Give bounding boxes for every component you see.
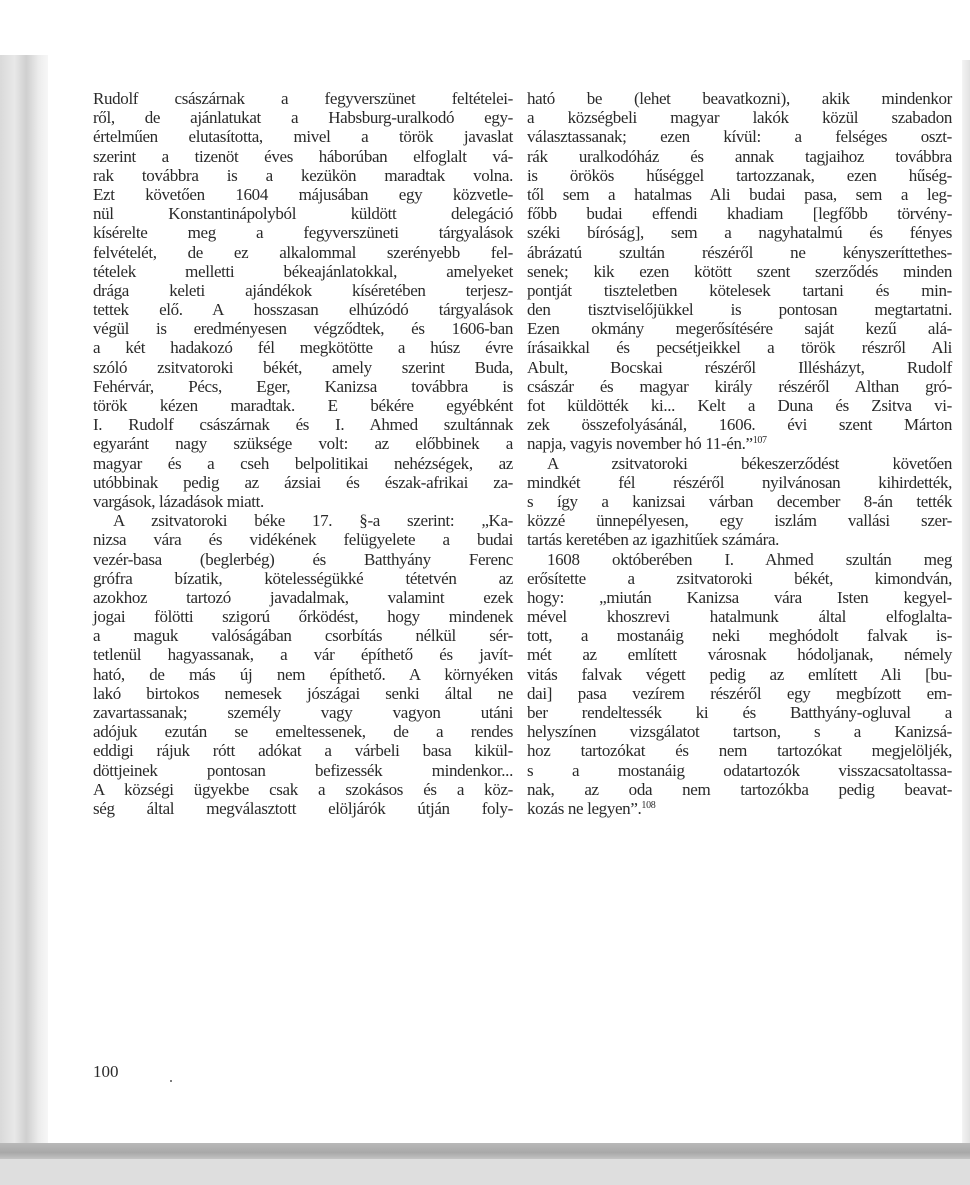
text-line: utóbbinak pedig az ázsiai és észak-afrikai za- xyxy=(93,472,513,492)
scan-speck xyxy=(170,1080,172,1082)
text-line: a községbeli magyar lakók közül szabadon xyxy=(527,108,952,128)
text-line: szóló zsitvatoroki békét, amely szerint Buda, xyxy=(93,357,513,377)
text-line: döttjeinek pontosan befizessék mindenkor... xyxy=(93,760,513,780)
text-line: erősítette a zsitvatoroki békét, kimondván, xyxy=(527,568,952,588)
paragraph-start-line: A zsitvatoroki béke 17. §-a szerint: „Ka- xyxy=(113,511,513,531)
text-line: Ezen okmány megerősítésére saját kezű alá- xyxy=(527,319,952,339)
text-line: eddigi rájuk rótt adókat a várbeli basa kikül- xyxy=(93,741,513,761)
paragraph-start-line: A zsitvatoroki békeszerződést követően xyxy=(547,453,952,473)
text-line: választassanak; ezen kívül: a felséges oszt- xyxy=(527,127,952,147)
text-line: a két hadakozó fél megkötötte a húsz évre xyxy=(93,338,513,358)
book-spine-shadow xyxy=(0,55,48,1143)
text-line: fot küldötték ki... Kelt a Duna és Zsitva vi- xyxy=(527,396,952,415)
text-line: császár és magyar király részéről Althan gró- xyxy=(527,376,952,396)
text-line: felvételét, de ez alkalommal szerényebb fel- xyxy=(93,242,513,262)
text-line: Fehérvár, Pécs, Eger, Kanizsa továbbra is xyxy=(93,376,513,396)
text-line: től sem a hatalmas Ali budai pasa, sem a leg- xyxy=(527,184,952,204)
text-line: ható, de más új nem építhető. A környéken xyxy=(93,664,513,684)
text-line: grófra bízatik, kötelességükké tétetvén az xyxy=(93,568,513,588)
text-line: tételek melletti békeajánlatokkal, amelyeket xyxy=(93,261,513,281)
text-line: A községi ügyekbe csak a szokásos és a köz- xyxy=(93,779,513,799)
text-line: a maguk valóságában csorbítás nélkül sér- xyxy=(93,626,513,646)
text-line: vitás falvak végett pedig az említett Ali [bu- xyxy=(527,664,952,684)
text-line: senek; kik ezen kötött szent szerződés minden xyxy=(527,261,952,281)
text-line: nak, az oda nem tartozókba pedig beavat- xyxy=(527,779,952,799)
text-line: tetlenül hagyassanak, a vár építhető és javít- xyxy=(93,645,513,665)
page-number: 100 xyxy=(93,1062,119,1081)
text-line: török kézen maradtak. E békére egyébként xyxy=(93,396,513,415)
line-text: napja, vagyis november hó 11-én.” xyxy=(527,434,753,454)
text-line: ábrázatú szultán részéről ne kényszeríttethes- xyxy=(527,242,952,262)
text-line: den tisztviselőjükkel is pontosan megtartatni. xyxy=(527,300,952,320)
text-line: tott, a mostanáig neki meghódolt falvak is- xyxy=(527,626,952,646)
text-line: rák uralkodóház és annak tagjaihoz továbbra xyxy=(527,146,952,166)
text-line: adójuk ezután se emeltessenek, de a rendes xyxy=(93,722,513,742)
text-line-with-footnote xyxy=(527,434,952,453)
footnote-ref-107: 107 xyxy=(752,435,767,447)
text-line: ről, de ajánlatukat a Habsburg-uralkodó egy- xyxy=(93,108,513,128)
text-line: Abult, Bocskai részéről Illésházyt, Rudolf xyxy=(527,357,952,377)
text-line: rak továbbra is a kezükön maradtak volna. xyxy=(93,165,513,185)
text-line: mével khoszrevi hatalmunk által elfoglalta- xyxy=(527,607,952,627)
paragraph-start-line: 1608 októberében I. Ahmed szultán meg xyxy=(547,549,952,569)
text-line: pontját tiszteletben kötelesek tartani és min- xyxy=(527,280,952,300)
text-line: drága keleti ajándékok kíséretében terjesz- xyxy=(93,280,513,300)
text-line: Ezt követően 1604 májusában egy közvetle- xyxy=(93,184,513,204)
text-line: írásaikkal és pecsétjeikkel a török részről Ali xyxy=(527,338,952,358)
text-line: ber rendeltessék ki és Batthyány-ogluval a xyxy=(527,703,952,722)
text-line: széki bíróság], sem a nagyhatalmú és fényes xyxy=(527,223,952,243)
text-line: mét az említett városnak hódoljanak, némely xyxy=(527,645,952,665)
text-line: lakó birtokos nemesek jószágai senki által ne xyxy=(93,683,513,703)
text-line: értelműen elutasította, mivel a török javaslat xyxy=(93,127,513,147)
scanner-background xyxy=(0,1159,970,1185)
text-line: is örökös hűséggel tartozzanak, ezen hűség- xyxy=(527,165,952,185)
text-line: ség által megválasztott elöljárók útján foly- xyxy=(93,798,513,818)
text-line: zavartassanak; személy vagy vagyon utáni xyxy=(93,703,513,722)
text-line: magyar és a cseh belpolitikai nehézségek, az xyxy=(93,453,513,473)
right-text-column xyxy=(527,89,952,818)
text-line: azokhoz tartozó javadalmak, valamint ezek xyxy=(93,587,513,607)
text-line: nizsa vára és vidékének felügyelete a budai xyxy=(93,530,513,550)
text-line: kísérelte meg a fegyverszüneti tárgyalások xyxy=(93,223,513,243)
footnote-ref-108: 108 xyxy=(641,799,656,811)
text-line: zek összefolyásánál, 1606. évi szent Márton xyxy=(527,415,952,435)
text-line: dai] pasa vezírem részéről egy megbízott em- xyxy=(527,683,952,703)
text-line: hogy: „miután Kanizsa vára Isten kegyel- xyxy=(527,587,952,607)
text-line: egyaránt nagy szüksége volt: az előbbinek a xyxy=(93,434,513,454)
text-line: ható be (lehet beavatkozni), akik mindenkor xyxy=(527,89,952,108)
text-line: végül is eredményesen végződtek, és 1606-ban xyxy=(93,319,513,339)
line-text: kozás ne legyen”. xyxy=(527,798,642,818)
text-line: jogai fölötti szigorú őrködést, hogy mindenek xyxy=(93,607,513,627)
text-line: helyszínen vizsgálatot tartson, s a Kanizsá- xyxy=(527,722,952,742)
text-line: s a mostanáig odatartozók visszacsatoltassa- xyxy=(527,760,952,780)
text-line: I. Rudolf császárnak és I. Ahmed szultánnak xyxy=(93,415,513,435)
text-line: hoz tartozókat és nem tartozókat megjelöljék, xyxy=(527,741,952,761)
text-line: vargások, lázadások miatt. xyxy=(93,491,264,511)
text-line-with-footnote xyxy=(527,799,952,818)
text-line: Rudolf császárnak a fegyverszünet feltételei- xyxy=(93,89,513,108)
text-line: vezér-basa (beglerbég) és Batthyány Ferenc xyxy=(93,549,513,569)
text-line: s így a kanizsai várban december 8-án tették xyxy=(527,491,952,511)
text-line: főbb budai effendi khadiam [legfőbb törvény- xyxy=(527,204,952,224)
text-line: nül Konstantinápolyból küldött delegáció xyxy=(93,204,513,224)
page-bottom-edge xyxy=(0,1143,970,1159)
left-text-column xyxy=(93,89,513,818)
text-line: tartás keretében az igazhitűek számára. xyxy=(527,530,780,550)
text-line: közzé ünnepélyesen, egy iszlám vallási szer- xyxy=(527,511,952,531)
text-line: mindkét fél részéről nyilvánosan kihirdették, xyxy=(527,472,952,492)
text-line: tettek elő. A hosszasan elhúzódó tárgyalások xyxy=(93,300,513,320)
text-line: szerint a tizenöt éves háborúban elfoglalt vá- xyxy=(93,146,513,166)
page-right-edge xyxy=(962,60,970,1143)
